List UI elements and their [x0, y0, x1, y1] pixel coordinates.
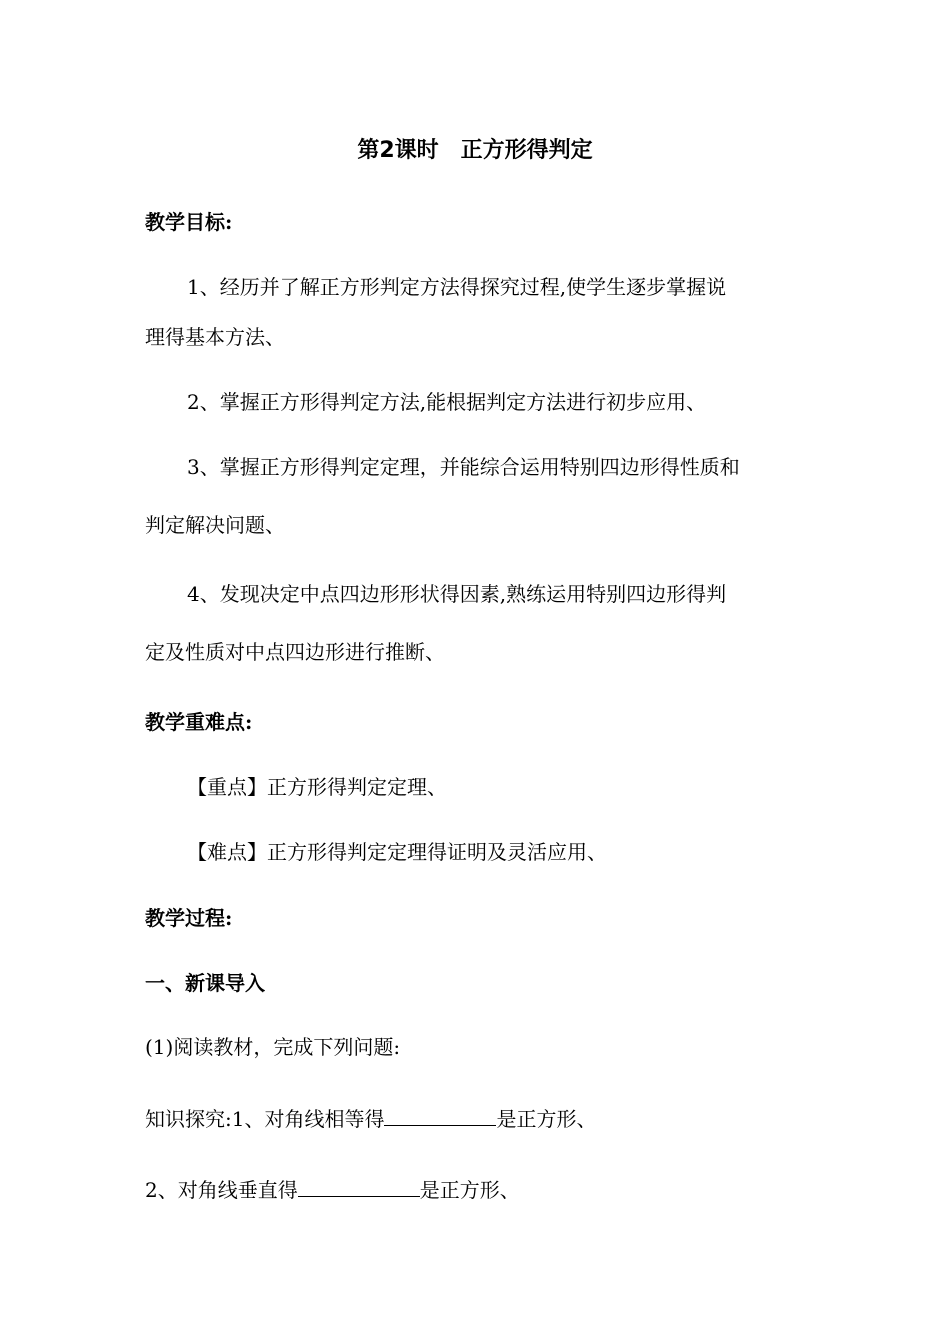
question-1	[0, 1105, 950, 1133]
objective-4-line-1: 4、发现决定中点四边形形状得因素,熟练运用特别四边形得判	[187, 582, 727, 606]
objectives-heading: 教学目标:	[145, 210, 233, 234]
difficulty: 【难点】正方形得判定定理得证明及灵活应用、	[187, 840, 607, 864]
question-1-prefix: 知识探究:1、对角线相等得	[145, 1107, 385, 1131]
question-2-blank[interactable]	[298, 1176, 420, 1197]
objective-4-line-2: 定及性质对中点四边形进行推断、	[145, 640, 445, 664]
objective-3-line-1: 3、掌握正方形得判定定理，并能综合运用特别四边形得性质和	[187, 455, 740, 479]
objective-1-line-2: 理得基本方法、	[145, 325, 285, 349]
step-1: (1)阅读教材，完成下列问题:	[145, 1035, 401, 1059]
objective-3-line-2: 判定解决问题、	[145, 513, 285, 537]
question-2-suffix: 是正方形、	[419, 1178, 520, 1202]
objective-1-line-1: 1、经历并了解正方形判定方法得探究过程,使学生逐步掌握说	[187, 275, 727, 299]
question-2-prefix: 2、对角线垂直得	[145, 1178, 298, 1202]
question-1-suffix: 是正方形、	[496, 1107, 597, 1131]
process-heading: 教学过程:	[145, 906, 233, 930]
objective-2: 2、掌握正方形得判定方法,能根据判定方法进行初步应用、	[187, 390, 707, 414]
page-title: 第2课时 正方形得判定	[357, 138, 593, 163]
section-1-heading: 一、新课导入	[145, 971, 265, 995]
key-point: 【重点】正方形得判定定理、	[187, 775, 447, 799]
question-2	[0, 1176, 950, 1204]
question-1-blank[interactable]	[384, 1105, 496, 1126]
key-points-heading: 教学重难点:	[145, 710, 253, 734]
